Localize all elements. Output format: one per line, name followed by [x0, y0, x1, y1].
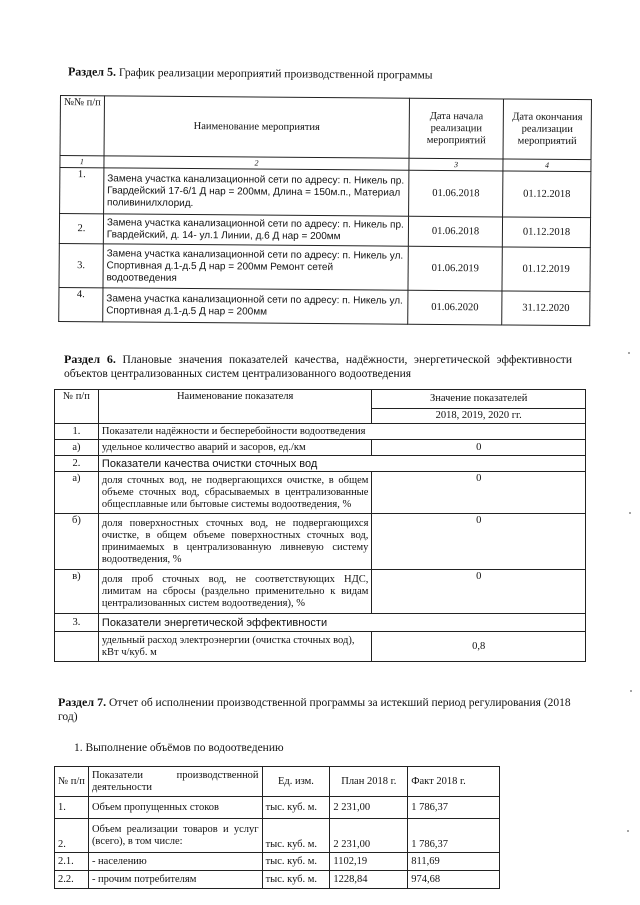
- s7-row1-unit: тыс. куб. м.: [262, 797, 330, 819]
- section5-header-row: [60, 96, 591, 160]
- s5-header-name: Наименование мероприятия: [104, 96, 410, 158]
- s6-r2a-num: а): [55, 472, 99, 514]
- s6-r1a-value: 0: [372, 440, 586, 456]
- s6-header-years: 2018, 2019, 2020 гг.: [372, 409, 586, 424]
- s7-row2-unit: тыс. куб. м.: [262, 819, 330, 853]
- section5-title: [68, 64, 433, 82]
- s6-r2c-num: в): [55, 570, 99, 614]
- s6-r1a-text: удельное количество аварий и засоров, ед./км: [98, 440, 371, 456]
- table-row: [60, 168, 591, 218]
- s6-r1a-num: а): [55, 440, 99, 456]
- s6-r3a-value: 0,8: [372, 632, 586, 662]
- s6-r2a-text: доля сточных вод, не подвергающихся очистке, в общем объеме сточных вод, сбрасываемых в централизованные общесплавные или бытовые системы водоотведения, %: [98, 472, 371, 514]
- s5-row4-start: 01.06.2020: [408, 290, 502, 325]
- section6-table: [54, 389, 586, 662]
- table-row: [55, 472, 586, 514]
- s5-header-end: Дата окончания реализации мероприятий: [503, 99, 591, 160]
- s5-header-num: №№ п/п: [60, 96, 104, 156]
- s6-g3-text: Показатели энергетической эффективности: [98, 614, 585, 632]
- s5-header-start: Дата начала реализации мероприятий: [409, 98, 503, 159]
- table-row: [55, 456, 586, 472]
- table-row: [55, 853, 500, 871]
- section6-title: [64, 352, 572, 381]
- section7-label: Раздел 7.: [58, 695, 107, 709]
- s7-row4-num: 2.2.: [55, 871, 89, 889]
- s6-header-row: [55, 390, 586, 409]
- s5-row2-text: Замена участка канализационной сети по адресу: п. Никель пр. Гвардейский, д. 14- ул.1 Линии, д.6 Д нар = 200мм: [103, 214, 408, 246]
- s7-row3-unit: тыс. куб. м.: [262, 853, 330, 871]
- section5-label: Раздел 5.: [67, 64, 117, 79]
- s7-header-plan: План 2018 г.: [330, 767, 408, 797]
- s6-r2c-value: 0: [372, 570, 586, 614]
- table-row: [59, 287, 590, 325]
- s5-row1-num: 1.: [60, 168, 104, 214]
- s5-row2-start: 01.06.2018: [408, 216, 502, 247]
- section6-label: Раздел 6.: [64, 352, 116, 366]
- s7-row4-name: - прочим потребителям: [88, 871, 262, 889]
- s5-row2-end: 01.12.2018: [502, 217, 590, 248]
- s7-header-name: Показатели производственной деятельности: [88, 767, 262, 797]
- s6-g1-num: 1.: [55, 424, 99, 440]
- s6-r2b-text: доля поверхностных сточных вод, не подвергающихся очистке, в общем объеме поверхностных сточных вод, принимаемых в централизованную ливневую систему водоотведения, %: [98, 514, 371, 570]
- s7-row1-plan: 2 231,00: [330, 797, 408, 819]
- s7-row1-name: Объем пропущенных стоков: [88, 797, 262, 819]
- scan-speck: [627, 830, 629, 832]
- table-row: [59, 214, 590, 248]
- scan-speck: [630, 690, 632, 692]
- s7-row3-name: - населению: [88, 853, 262, 871]
- s7-row2-name: Объем реализации товаров и услуг (всего), в том числе:: [88, 819, 262, 853]
- s5-colnum-3: 3: [409, 158, 503, 171]
- s6-r2b-num: б): [55, 514, 99, 570]
- table-row: [55, 632, 586, 662]
- s5-colnum-2: 2: [104, 156, 409, 170]
- s7-row1-fact: 1 786,37: [408, 797, 500, 819]
- s5-row3-num: 3.: [59, 243, 103, 287]
- s7-header-num: № п/п: [55, 767, 89, 797]
- s5-colnum-1: 1: [60, 156, 104, 168]
- section7-subtitle: 1. Выполнение объёмов по водоотведению: [74, 742, 284, 754]
- s5-colnum-4: 4: [503, 159, 591, 172]
- s5-row1-end: 01.12.2018: [503, 171, 591, 218]
- section5-table: [58, 95, 592, 326]
- section6-title-text: Плановые значения показателей качества, надёжности, энергетической эффективности объектов централизованных систем централизованного водоотведения: [64, 354, 572, 380]
- s5-row1-start: 01.06.2018: [409, 170, 503, 217]
- s6-r3a-num: [55, 632, 99, 662]
- table-row: [59, 243, 590, 291]
- s6-g2-text: Показатели качества очистки сточных вод: [98, 456, 585, 472]
- table-row: [55, 797, 500, 819]
- section7-title: [58, 695, 578, 724]
- s7-row4-plan: 1228,84: [330, 871, 408, 889]
- s7-row4-unit: тыс. куб. м.: [262, 871, 330, 889]
- table-row: [55, 819, 500, 853]
- s7-row4-fact: 974,68: [408, 871, 500, 889]
- s5-row3-end: 01.12.2019: [502, 247, 590, 292]
- s5-row4-text: Замена участка канализационной сети по адресу: п. Никель ул. Спортивная д.1-д.5 Д нар = 200мм: [103, 288, 409, 324]
- s7-row1-num: 1.: [55, 797, 89, 819]
- table-row: [55, 424, 586, 440]
- s6-header-num: № п/п: [55, 390, 99, 424]
- s6-r2b-value: 0: [372, 514, 586, 570]
- s5-row1-text: Замена участка канализационной сети по адресу: п. Никель пр. Гвардейский 17-6/1 Д нар = 200мм, Длина = 150м.п., Материал поливинилхлорид.: [103, 168, 409, 216]
- scan-speck: [628, 352, 630, 354]
- s7-row2-plan: 2 231,00: [330, 819, 408, 853]
- s6-r2a-value: 0: [372, 472, 586, 514]
- s5-row3-start: 01.06.2019: [408, 246, 502, 291]
- table-row: [55, 514, 586, 570]
- s6-header-value: Значение показателей: [372, 390, 586, 409]
- s6-header-name: Наименование показателя: [98, 390, 371, 424]
- s6-r2c-text: доля проб сточных вод, не соответствующих НДС, лимитам на сбросы (раздельно применительно к видам централизованных систем водоотведения), %: [98, 570, 371, 614]
- s7-row3-fact: 811,69: [408, 853, 500, 871]
- s7-header-row: [55, 767, 500, 797]
- s7-row3-plan: 1102,19: [330, 853, 408, 871]
- table-row: [55, 440, 586, 456]
- s5-row2-num: 2.: [59, 214, 103, 244]
- s5-row4-end: 31.12.2020: [502, 291, 590, 326]
- s6-g3-num: 3.: [55, 614, 99, 632]
- s7-header-fact: Факт 2018 г.: [408, 767, 500, 797]
- s7-header-unit: Ед. изм.: [262, 767, 330, 797]
- s6-r3a-text: удельный расход электроэнергии (очистка сточных вод), кВт ч/куб. м: [98, 632, 371, 662]
- table-row: [55, 871, 500, 889]
- section5-title-text: График реализации мероприятий производственной программы: [118, 66, 433, 82]
- s7-row2-fact: 1 786,37: [408, 819, 500, 853]
- s5-row4-num: 4.: [59, 287, 103, 321]
- scan-speck: [629, 512, 631, 514]
- s7-row2-num: 2.: [55, 819, 89, 853]
- section7-title-text: Отчет об исполнении производственной программы за истекший период регулирования (2018 год): [58, 697, 571, 723]
- s5-row3-text: Замена участка канализационной сети по адресу: п. Никель ул. Спортивная д.1-д.5 Д нар = 200мм Ремонт сетей водоотведения: [103, 244, 409, 290]
- table-row: [55, 570, 586, 614]
- section7-table: [54, 766, 500, 889]
- s6-g2-num: 2.: [55, 456, 99, 472]
- s6-g1-text: Показатели надёжности и бесперебойности водоотведения: [98, 424, 585, 440]
- s7-row3-num: 2.1.: [55, 853, 89, 871]
- table-row: [55, 614, 586, 632]
